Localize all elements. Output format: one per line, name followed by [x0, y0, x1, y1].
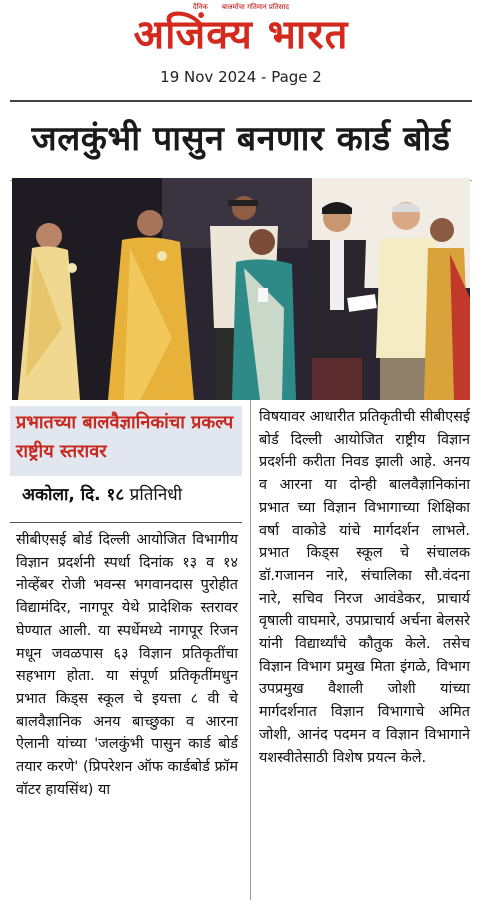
article-body-column-2 [250, 400, 472, 900]
headline-box [10, 100, 472, 181]
newspaper-logo: अजिंक्य भारत [133, 12, 349, 58]
page-footer-space [0, 902, 482, 919]
masthead [0, 0, 482, 68]
article-dateline [10, 480, 242, 510]
article-body-column-1 [10, 522, 242, 902]
edition-date: 19 Nov 2024 - Page 2 [160, 68, 322, 86]
body-text-right: विषयावर आधारीत प्रतिकृतीची सीबीएसई बोर्ड दिल्ली आयोजित राष्ट्रीय विज्ञान प्रदर्शनी करीता निवड झाली आहे. अनय व आरना या दोन्ही बालवैज्ञानिकांना प्रभात च्या विज्ञान विभागाच्या शिक्षिका वर्षा वाकोडे यांचे मार्गदर्शन लाभले. प्रभात किड्स स्कूल चे संचालक डॉ.गजानन नारे, संचालिका सौ.वंदना नारे, सचिव निरज आवंडेकर, प्राचार्य वृषाली वाघमारे, उपप्राचार्य अर्चना बेलसरे यांनी विद्यार्थ्यांचे कौतुक केले. तसेच विज्ञान विभाग प्रमुख मिता इंगळे, विभाग उपप्रमुख वैशाली जोशी यांच्या मार्गदर्शनात विज्ञान विभागाचे अमित जोशी, आनंद पदमन व विज्ञान विभागाने यशस्वीतेसाठी विशेष प्रयत्न केले. [259, 409, 470, 766]
article-photo [12, 178, 470, 400]
body-text-left: सीबीएसई बोर्ड दिल्ली आयोजित विभागीय विज्ञान प्रदर्शनी स्पर्धा दिनांक १३ व १४ नोव्हेंबर रोजी भवन्स भगवानदास पुरोहीत विद्यामंदिर, नागपूर येथे प्रादेशिक स्तरावर घेण्यात आली. या स्पर्धेमध्ये नागपूर रिजन मधून जवळपास ६३ विज्ञान प्रतिकृतींचा सहभाग होता. या संपूर्ण प्रतिकृतींमधुन प्रभात किड्स स्कूल चे इयत्ता ८ वी चे बालवैज्ञानिक अनय बाच्छुका व आरना ऐलानी यांच्या 'जलकुंभी पासुन कार्ड बोर्ड तयार करणे' (प्रिपरेशन ऑफ कार्डबोर्ड फ्रॉम वॉटर हायसिंथ) या [16, 532, 238, 798]
masthead-small-left: दैनिक [193, 3, 208, 11]
masthead-small-right: बालमोंचा गतिमान प्रतिसाद [222, 3, 289, 11]
dateline-place: अकोला, दि. १८ [22, 485, 125, 505]
article-subhead: प्रभातच्या बालवैज्ञानिकांचा प्रकल्प राष्ट्रीय स्तरावर [10, 406, 242, 476]
dateline-source: प्रतिनिधी [129, 485, 183, 505]
photo-illustration [12, 178, 470, 400]
article-headline: जलकुंभी पासुन बनणार कार्ड बोर्ड [31, 119, 451, 159]
